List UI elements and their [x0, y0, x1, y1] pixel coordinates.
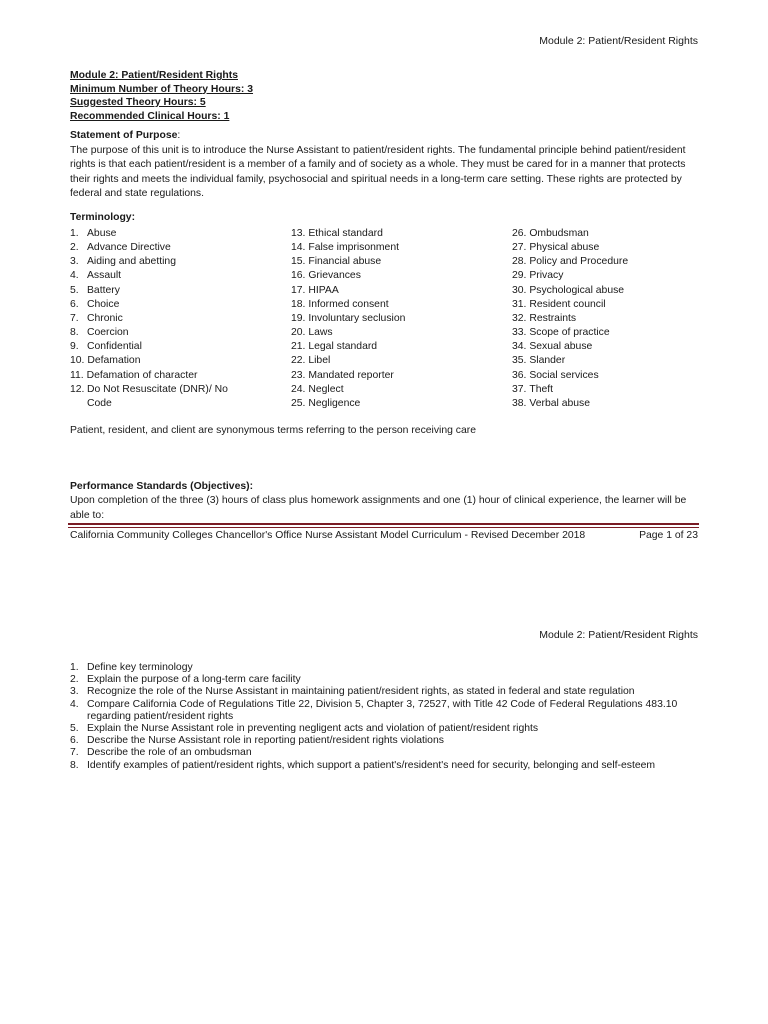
- list-item: 30. Psychological abuse: [512, 284, 625, 296]
- list-item: 5. Explain the Nurse Assistant role in preventing negligent acts and violation of patient/resident rights: [70, 723, 539, 735]
- list-item: 8. Coercion: [70, 327, 129, 339]
- list-item: 27. Physical abuse: [512, 242, 600, 254]
- list-item: 26. Ombudsman: [512, 228, 589, 239]
- terminology-column-3: [512, 227, 712, 411]
- list-item: 35. Slander: [512, 355, 566, 367]
- list-item: 32. Restraints: [512, 312, 577, 324]
- list-item: 11. Defamation of character: [70, 369, 198, 381]
- list-item: 18. Informed consent: [291, 298, 389, 310]
- list-item: 28. Policy and Procedure: [512, 256, 629, 268]
- list-item: 20. Laws: [291, 327, 333, 339]
- list-item: 23. Mandated reporter: [291, 369, 394, 381]
- list-item: 19. Involuntary seclusion: [291, 312, 406, 324]
- list-item: 38. Verbal abuse: [512, 397, 591, 409]
- list-item: 1. Define key terminology: [70, 662, 193, 673]
- footer-text: California Community Colleges Chancellor's Office Nurse Assistant Model Curriculum - Revised December 2018: [70, 530, 586, 541]
- page-header: Module 2: Patient/Resident Rights: [539, 35, 698, 47]
- list-item: 4. Assault: [70, 270, 122, 282]
- list-item: 13. Ethical standard: [291, 228, 383, 239]
- list-item: 2. Advance Directive: [70, 242, 171, 254]
- objectives-list: [70, 662, 710, 772]
- suggested-theory-hours: Suggested Theory Hours: 5: [70, 97, 206, 108]
- list-item: 7. Describe the role of an ombudsman: [70, 747, 252, 759]
- list-item: 24. Neglect: [291, 383, 344, 395]
- list-item: 5. Battery: [70, 284, 120, 296]
- synonym-note: Patient, resident, and client are synonymous terms referring to the person receiving care: [70, 425, 477, 436]
- list-item: 8. Identify examples of patient/resident rights, which support a patient's/resident's need for security, belonging and self-esteem: [70, 759, 656, 771]
- list-item: 22. Libel: [291, 355, 331, 367]
- purpose-text: The purpose of this unit is to introduce the Nurse Assistant to patient/resident rights. The fundamental principle behind patient/resident rights is that each patient/resident is a member of a family and of society as a whole. They must be cared for in a manner that protects their rights and meets the individual family, psychosocial and spiritual needs in a long-term care setting. These rights are protected by federal and state regulations.: [70, 144, 686, 199]
- list-item: 10. Defamation: [70, 355, 141, 367]
- list-item: 17. HIPAA: [291, 284, 339, 296]
- list-item: 36. Social services: [512, 369, 599, 381]
- list-item: 16. Grievances: [291, 270, 361, 282]
- terminology-column-1: [70, 227, 270, 411]
- page-number: Page 1 of 23: [639, 530, 698, 541]
- list-item: 2. Explain the purpose of a long-term care facility: [70, 674, 301, 686]
- module-title-block: [70, 69, 253, 123]
- page-header-2: Module 2: Patient/Resident Rights: [539, 629, 698, 641]
- list-item: 14. False imprisonment: [291, 242, 400, 254]
- performance-standards-heading: Performance Standards (Objectives):: [70, 481, 254, 492]
- list-item: 6. Describe the Nurse Assistant role in reporting patient/resident rights violations: [70, 735, 444, 747]
- list-item: 31. Resident council: [512, 298, 606, 310]
- list-item: 6. Choice: [70, 298, 120, 310]
- list-item: 3. Recognize the role of the Nurse Assistant in maintaining patient/resident rights, as stated in federal and state regulation: [70, 686, 635, 698]
- list-item: 33. Scope of practice: [512, 327, 610, 339]
- footer-divider-thick: [68, 523, 699, 525]
- terminology-column-2: [291, 227, 491, 411]
- list-item: 29. Privacy: [512, 270, 564, 282]
- list-item: 34. Sexual abuse: [512, 341, 593, 353]
- min-theory-hours: Minimum Number of Theory Hours: 3: [70, 83, 254, 95]
- module-title: Module 2: Patient/Resident Rights: [70, 70, 238, 81]
- list-item: 12. Do Not Resuscitate (DNR)/ No Code: [70, 383, 228, 409]
- list-item: 21. Legal standard: [291, 341, 378, 353]
- purpose-label: Statement of Purpose: [70, 130, 178, 141]
- terminology-heading: Terminology:: [70, 212, 136, 223]
- list-item: 37. Theft: [512, 383, 554, 395]
- list-item: 3. Aiding and abetting: [70, 256, 176, 268]
- list-item: 1. Abuse: [70, 228, 117, 239]
- statement-of-purpose: Statement of Purpose: The purpose of this unit is to introduce the Nurse Assistant to patient/resident rights. The fundamental principle behind patient/resident rights is that each patient/resident is a member of a family and of society as a whole. They must be cared for in a manner that protects their rights and meets the individual family, psychosocial and spiritual needs in a long-term care setting. These rights are protected by federal and state regulations.: [70, 130, 686, 199]
- list-item: 9. Confidential: [70, 341, 142, 353]
- list-item: 4. Compare California Code of Regulations Title 22, Division 5, Chapter 3, 72527, with Title 42 Code of Federal Regulations 483.10 regarding patient/resident rights: [70, 698, 678, 722]
- performance-standards-text: Upon completion of the three (3) hours of class plus homework assignments and one (1) hour of clinical experience, the learner will be able to:: [70, 495, 687, 521]
- recommended-clinical-hours: Recommended Clinical Hours: 1: [70, 110, 230, 122]
- list-item: 15. Financial abuse: [291, 256, 382, 268]
- list-item: 7. Chronic: [70, 312, 123, 324]
- footer-divider-thin: [68, 527, 699, 528]
- list-item: 25. Negligence: [291, 397, 361, 409]
